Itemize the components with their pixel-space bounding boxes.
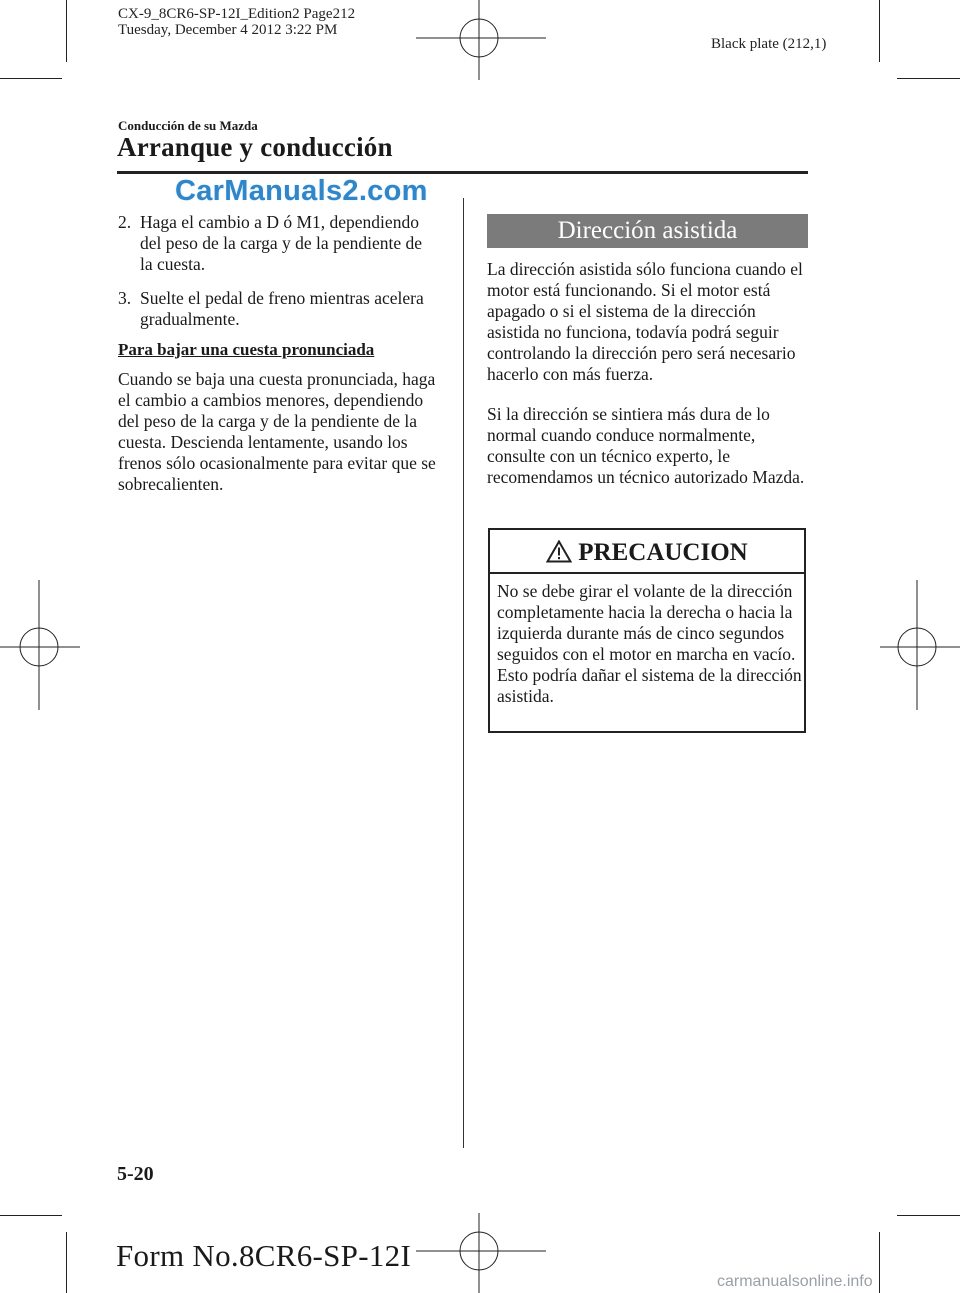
form-number: Form No.8CR6-SP-12I (116, 1238, 412, 1273)
watermark-logo: CarManuals2.com (175, 175, 428, 207)
page-number: 5-20 (117, 1163, 154, 1185)
caution-text: Esto podría dañar el sistema de la dirección asistida. (497, 665, 802, 706)
caution-box (488, 528, 806, 733)
section-heading-bar: Dirección asistida (487, 214, 808, 248)
step-item (118, 212, 438, 275)
subheading: Para bajar una cuesta pronunciada (118, 340, 375, 359)
title-rule (117, 171, 808, 174)
registration-mark-left (0, 580, 80, 710)
step-item (118, 288, 438, 330)
step-number: 3. (118, 288, 132, 308)
step-text: Suelte el pedal de freno mientras acelera gradualmente. (140, 288, 424, 329)
print-job-line: CX-9_8CR6-SP-12I_Edition2 Page212 (118, 6, 356, 22)
caution-text: No se debe girar el volante de la dirección completamente hacia la derecha o hacia la izquierda durante más de cinco segundos seguidos con el motor en marcha en vacío. (497, 581, 796, 664)
print-timestamp: Tuesday, December 4 2012 3:22 PM (118, 22, 338, 38)
step-number: 2. (118, 212, 132, 232)
section-label: Conducción de su Mazda (118, 118, 258, 133)
column-divider (463, 198, 464, 1148)
site-watermark: carmanualsonline.info (717, 1273, 873, 1290)
caution-heading (490, 530, 804, 574)
plate-label: Black plate (212,1) (711, 36, 827, 52)
caution-body (497, 581, 803, 707)
registration-mark-bottom (416, 1213, 546, 1293)
body-paragraph: Cuando se baja una cuesta pronunciada, haga el cambio a cambios menores, dependiendo del peso de la carga y de la pendiente de la cuesta. Descienda lentamente, usando los frenos sólo ocasionalmente para evitar que se sobrecalienten. (118, 369, 436, 494)
registration-mark-right (880, 580, 960, 710)
step-text: Haga el cambio a D ó M1, dependiendo del peso de la carga y de la pendiente de la cuesta. (140, 212, 422, 274)
caution-heading-text: PRECAUCION (578, 539, 748, 566)
body-paragraph: Si la dirección se sintiera más dura de lo normal cuando conduce normalmente, consulte con un técnico experto, le recomendamos un técnico autorizado Mazda. (487, 404, 805, 487)
page-title: Arranque y conducción (117, 132, 393, 162)
registration-mark-top (416, 0, 546, 80)
warning-triangle-icon (546, 540, 572, 563)
body-paragraph: La dirección asistida sólo funciona cuando el motor está funcionando. Si el motor está apagado o si el sistema de la dirección asistida no funciona, todavía podrá seguir controlando la dirección pero será necesario hacerlo con más fuerza. (487, 259, 803, 384)
